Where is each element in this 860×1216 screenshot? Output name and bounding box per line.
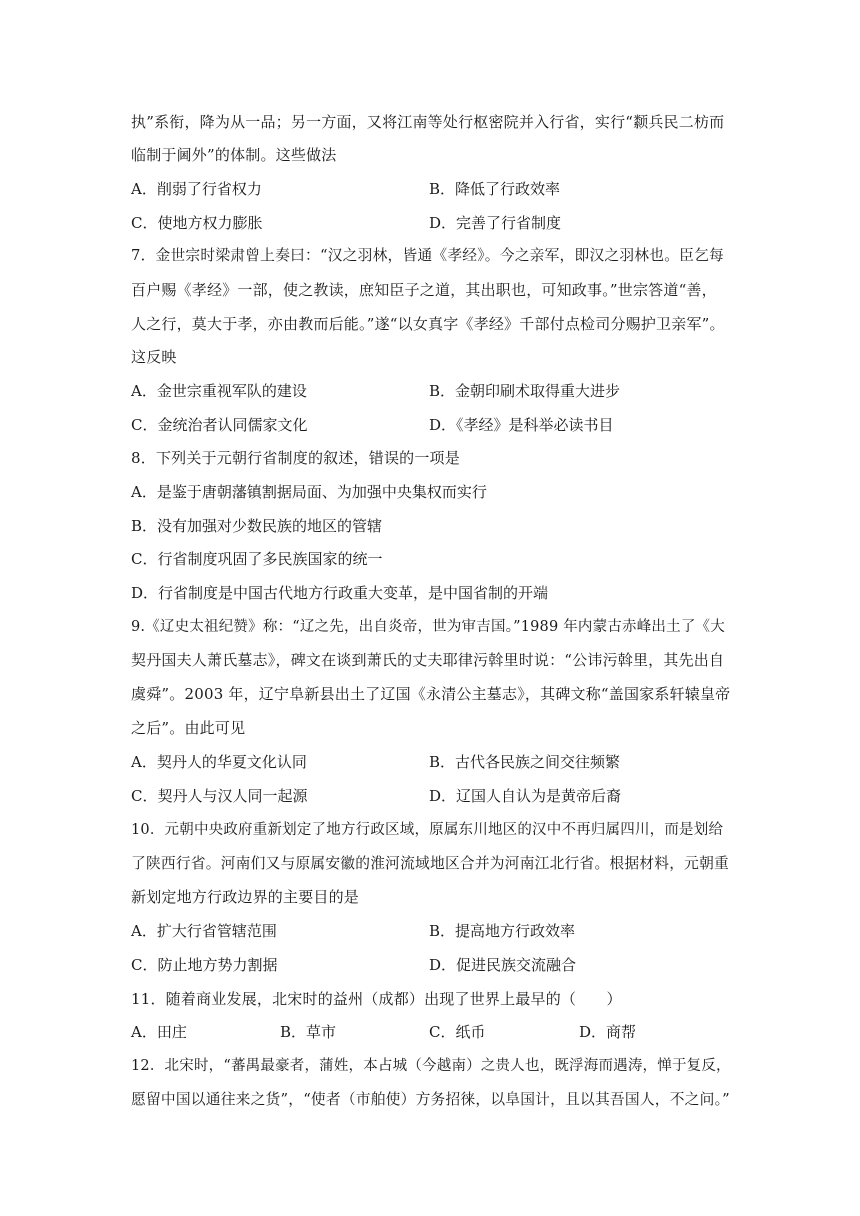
q6-option-d: D．完善了行省制度 bbox=[429, 214, 562, 232]
q6-option-b: B．降低了行政效率 bbox=[429, 180, 561, 198]
q10-option-c: C．防止地方势力割据 bbox=[131, 956, 278, 974]
q12-stem-line-1: 12．北宋时，“蕃禺最豪者，蒲姓，本占城（今越南）之贵人也，既浮海而遇涛，惮于复反， bbox=[131, 1058, 731, 1074]
q11-option-d: D．商帮 bbox=[579, 1023, 637, 1041]
q11-option-c: C．纸币 bbox=[429, 1023, 486, 1041]
q6-stem-line-1: 执”系衔，降为从一品；另一方面，又将江南等处行枢密院并入行省，实行“颣兵民二枋而 bbox=[131, 113, 725, 131]
q7-option-c: C．金统治者认同儒家文化 bbox=[131, 416, 308, 434]
q10-stem-line-2: 了陕西行省。河南们又与原属安徽的淮河流域地区合并为河南江北行省。根据材料，元朝重 bbox=[131, 855, 729, 872]
q11-option-b: B．草市 bbox=[280, 1023, 337, 1041]
q10-stem-line-1: 10．元朝中央政府重新划定了地方行政区域，原属东川地区的汉中不再归属四川，而是划给 bbox=[131, 822, 724, 838]
q11-option-a: A．田庄 bbox=[131, 1023, 187, 1041]
q8-option-b: B．没有加强对少数民族的地区的管辖 bbox=[131, 517, 383, 535]
q8-option-d: D．行省制度是中国古代地方行政重大变革，是中国省制的开端 bbox=[131, 584, 549, 602]
q7-option-d: D．《孝经》是科举必读书目 bbox=[429, 416, 614, 434]
q9-option-c: C．契丹人与汉人同一起源 bbox=[131, 787, 308, 805]
q8-stem-line-1: 8．下列关于元朝行省制度的叙述，错误的一项是 bbox=[131, 449, 460, 467]
q9-stem-line-2: 契丹国夫人萧氏墓志》，碑文在谈到萧氏的丈夫耶律污斡里时说：“公讳污斡里，其先出自 bbox=[131, 651, 725, 669]
q7-stem-line-2: 百户赐《孝经》一部，使之教读，庶知臣子之道，其出职也，可知政事。”世宗答道“善， bbox=[131, 281, 717, 299]
q9-option-d: D．辽国人自认为是黄帝后裔 bbox=[429, 787, 622, 805]
q10-stem-line-3: 新划定地方行政边界的主要目的是 bbox=[131, 888, 360, 906]
q9-stem-line-1: 9.《辽史太祖纪赞》称：“辽之先，出自炎帝，世为审吉国。”1989 年内蒙古赤峰出土了《大 bbox=[131, 619, 725, 635]
q10-option-b: B．提高地方行政效率 bbox=[429, 922, 576, 940]
q7-option-b: B．金朝印刷术取得重大进步 bbox=[429, 382, 621, 400]
q10-option-d: D．促进民族交流融合 bbox=[429, 956, 577, 974]
q9-stem-line-3: 虞舜”。2003 年，辽宁阜新县出土了辽国《永清公主墓志》，其碑文称“盖国家系轩辕皇帝 bbox=[131, 685, 731, 703]
q7-option-a: A．金世宗重视军队的建设 bbox=[131, 382, 307, 400]
q7-stem-line-4: 这反映 bbox=[131, 348, 177, 366]
q6-option-c: C．使地方权力膨胀 bbox=[131, 214, 263, 232]
q11-stem-line-1: 11．随着商业发展，北宋时的益州（成都）出现了世界上最早的（ ） bbox=[131, 990, 622, 1008]
q9-stem-line-4: 之后”。由此可见 bbox=[131, 719, 246, 737]
q7-stem-line-3: 人之行，莫大于孝，亦由教而后能。”遂“以女真字《孝经》千部付点检司分赐护卫亲军”。 bbox=[131, 315, 725, 333]
q9-option-b: B．古代各民族之间交往频繁 bbox=[429, 753, 621, 771]
q6-stem-line-2: 临制于阃外”的体制。这些做法 bbox=[131, 146, 337, 164]
q6-option-a: A．削弱了行省权力 bbox=[131, 180, 262, 198]
q7-stem-line-1: 7．金世宗时梁肃曾上奏曰：“汉之羽林，皆通《孝经》。今之亲军，即汉之羽林也。臣乞每 bbox=[131, 247, 724, 264]
q10-option-a: A．扩大行省管辖范围 bbox=[131, 922, 277, 940]
q8-option-c: C．行省制度巩固了多民族国家的统一 bbox=[131, 550, 383, 568]
q12-stem-line-2: 愿留中国以通往来之货”，“使者（市舶使）方务招徕，以阜国计，且以其吾国人，不之问。” bbox=[131, 1091, 730, 1108]
q9-option-a: A．契丹人的华夏文化认同 bbox=[131, 753, 307, 771]
q8-option-a: A．是鉴于唐朝藩镇割据局面、为加强中央集权而实行 bbox=[131, 483, 487, 501]
